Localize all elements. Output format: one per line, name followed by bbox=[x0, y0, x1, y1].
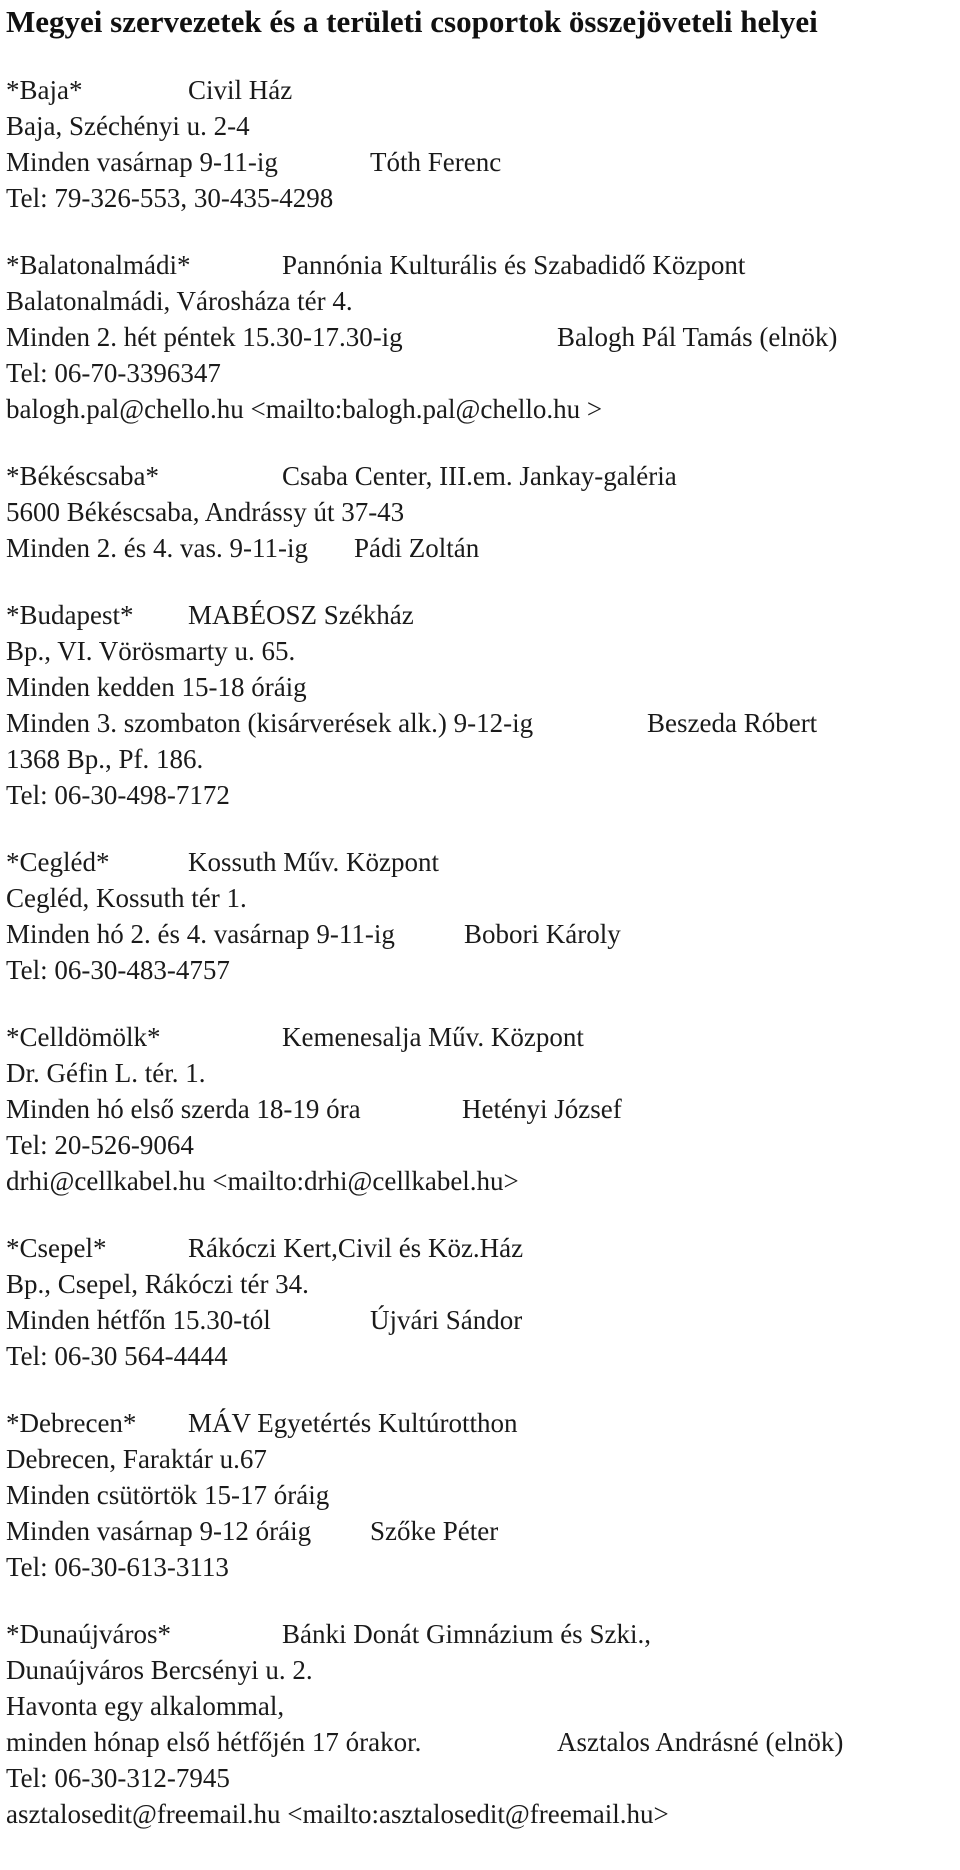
schedule: minden hónap első hétfőjén 17 órakor. bbox=[6, 1727, 422, 1757]
venue-name: Kemenesalja Műv. Központ bbox=[282, 1022, 584, 1052]
city-name: *Dunaújváros* bbox=[6, 1619, 171, 1649]
phone bbox=[6, 777, 960, 813]
schedule: Minden hó 2. és 4. vasárnap 9-11-ig bbox=[6, 919, 395, 949]
venue-name: Kossuth Műv. Központ bbox=[188, 847, 440, 877]
address bbox=[6, 108, 960, 144]
entry-header bbox=[6, 1230, 960, 1266]
email-text[interactable]: asztalosedit@freemail.hu <mailto:asztalosedit@freemail.hu> bbox=[6, 1799, 669, 1829]
entry-header bbox=[6, 72, 960, 108]
page-title: Megyei szervezetek és a területi csoportok összejöveteli helyei bbox=[6, 4, 818, 39]
address-text: Bp., Csepel, Rákóczi tér 34. bbox=[6, 1269, 309, 1299]
entry-header bbox=[6, 458, 960, 494]
schedule-line bbox=[6, 1513, 960, 1549]
email-link[interactable] bbox=[6, 391, 960, 427]
address bbox=[6, 1441, 960, 1477]
schedule-line bbox=[6, 530, 960, 566]
entry-debrecen bbox=[6, 1405, 960, 1585]
schedule-line bbox=[6, 1724, 960, 1760]
schedule: Minden hétfőn 15.30-tól bbox=[6, 1305, 271, 1335]
schedule-line bbox=[6, 1091, 960, 1127]
contact-person: Bobori Károly bbox=[464, 919, 621, 949]
contact-person: Hetényi József bbox=[462, 1094, 622, 1124]
contact-person: Balogh Pál Tamás (elnök) bbox=[557, 322, 838, 352]
entry-cegled bbox=[6, 844, 960, 988]
phone-text: Tel: 06-30-498-7172 bbox=[6, 780, 230, 810]
entry-baja bbox=[6, 72, 960, 216]
schedule-line bbox=[6, 1477, 960, 1513]
address bbox=[6, 880, 960, 916]
postbox bbox=[6, 741, 960, 777]
address-text: Baja, Széchényi u. 2-4 bbox=[6, 111, 250, 141]
address-text: Cegléd, Kossuth tér 1. bbox=[6, 883, 247, 913]
phone bbox=[6, 1760, 960, 1796]
city-name: *Baja* bbox=[6, 75, 83, 105]
schedule-line bbox=[6, 705, 960, 741]
entry-header bbox=[6, 1019, 960, 1055]
address bbox=[6, 1652, 960, 1688]
entry-header bbox=[6, 247, 960, 283]
address bbox=[6, 1055, 960, 1091]
entry-header bbox=[6, 1405, 960, 1441]
phone-text: Tel: 06-30-312-7945 bbox=[6, 1763, 230, 1793]
entry-dunaujvaros bbox=[6, 1616, 960, 1832]
phone-text: Tel: 20-526-9064 bbox=[6, 1130, 194, 1160]
city-name: *Csepel* bbox=[6, 1233, 107, 1263]
schedule: Minden vasárnap 9-11-ig bbox=[6, 147, 278, 177]
entry-bekescsaba bbox=[6, 458, 960, 566]
schedule: Minden hó első szerda 18-19 óra bbox=[6, 1094, 361, 1124]
email-text[interactable]: balogh.pal@chello.hu <mailto:balogh.pal@chello.hu > bbox=[6, 394, 603, 424]
venue-name: Bánki Donát Gimnázium és Szki., bbox=[282, 1619, 651, 1649]
venue-name: MABÉOSZ Székház bbox=[188, 600, 414, 630]
entry-header bbox=[6, 597, 960, 633]
city-name: *Debrecen* bbox=[6, 1408, 137, 1438]
city-name: *Celldömölk* bbox=[6, 1022, 161, 1052]
address bbox=[6, 283, 960, 319]
address-text: Balatonalmádi, Városháza tér 4. bbox=[6, 286, 353, 316]
phone-text: Tel: 06-30-613-3113 bbox=[6, 1552, 229, 1582]
phone-text: Tel: 06-70-3396347 bbox=[6, 358, 221, 388]
address-text: Debrecen, Faraktár u.67 bbox=[6, 1444, 267, 1474]
city-name: *Budapest* bbox=[6, 600, 134, 630]
entry-balatonalmadi bbox=[6, 247, 960, 427]
schedule: Minden kedden 15-18 óráig bbox=[6, 672, 307, 702]
schedule: Minden 3. szombaton (kisárverések alk.) 9-12-ig bbox=[6, 708, 534, 738]
contact-person: Beszeda Róbert bbox=[647, 708, 818, 738]
schedule: Minden 2. és 4. vas. 9-11-ig bbox=[6, 533, 308, 563]
phone-text: Tel: 79-326-553, 30-435-4298 bbox=[6, 183, 334, 213]
entry-header bbox=[6, 844, 960, 880]
entry-header bbox=[6, 1616, 960, 1652]
contact-person: Szőke Péter bbox=[370, 1516, 499, 1546]
phone bbox=[6, 1127, 960, 1163]
phone bbox=[6, 355, 960, 391]
phone bbox=[6, 952, 960, 988]
schedule-line bbox=[6, 144, 960, 180]
address-text: Dunaújváros Bercsényi u. 2. bbox=[6, 1655, 313, 1685]
email-text[interactable]: drhi@cellkabel.hu <mailto:drhi@cellkabel.hu> bbox=[6, 1166, 519, 1196]
schedule: Havonta egy alkalommal, bbox=[6, 1691, 285, 1721]
venue-name: Csaba Center, III.em. Jankay-galéria bbox=[282, 461, 677, 491]
address bbox=[6, 494, 960, 530]
address bbox=[6, 1266, 960, 1302]
schedule: Minden 2. hét péntek 15.30-17.30-ig bbox=[6, 322, 403, 352]
city-name: *Cegléd* bbox=[6, 847, 110, 877]
venue-name: Civil Ház bbox=[188, 75, 293, 105]
postbox-text: 1368 Bp., Pf. 186. bbox=[6, 744, 204, 774]
email-link[interactable] bbox=[6, 1163, 960, 1199]
phone-text: Tel: 06-30-483-4757 bbox=[6, 955, 230, 985]
venue-name: Pannónia Kulturális és Szabadidő Központ bbox=[282, 250, 746, 280]
address bbox=[6, 633, 960, 669]
entry-csepel bbox=[6, 1230, 960, 1374]
contact-person: Asztalos Andrásné (elnök) bbox=[557, 1727, 844, 1757]
city-name: *Békéscsaba* bbox=[6, 461, 159, 491]
entry-celldomolk bbox=[6, 1019, 960, 1199]
schedule-line bbox=[6, 1688, 960, 1724]
contact-person: Pádi Zoltán bbox=[354, 533, 480, 563]
venue-name: MÁV Egyetértés Kultúrotthon bbox=[188, 1408, 518, 1438]
entry-budapest bbox=[6, 597, 960, 813]
venue-name: Rákóczi Kert,Civil és Köz.Ház bbox=[188, 1233, 524, 1263]
phone bbox=[6, 1338, 960, 1374]
contact-person: Újvári Sándor bbox=[370, 1305, 523, 1335]
city-name: *Balatonalmádi* bbox=[6, 250, 191, 280]
phone bbox=[6, 180, 960, 216]
schedule: Minden vasárnap 9-12 óráig bbox=[6, 1516, 312, 1546]
email-link[interactable] bbox=[6, 1796, 960, 1832]
phone-text: Tel: 06-30 564-4444 bbox=[6, 1341, 228, 1371]
address-text: Bp., VI. Vörösmarty u. 65. bbox=[6, 636, 296, 666]
address-text: Dr. Géfin L. tér. 1. bbox=[6, 1058, 206, 1088]
schedule-line bbox=[6, 319, 960, 355]
schedule-line bbox=[6, 916, 960, 952]
schedule: Minden csütörtök 15-17 óráig bbox=[6, 1480, 330, 1510]
address-text: 5600 Békéscsaba, Andrássy út 37-43 bbox=[6, 497, 405, 527]
schedule-line bbox=[6, 669, 960, 705]
phone bbox=[6, 1549, 960, 1585]
contact-person: Tóth Ferenc bbox=[370, 147, 502, 177]
schedule-line bbox=[6, 1302, 960, 1338]
